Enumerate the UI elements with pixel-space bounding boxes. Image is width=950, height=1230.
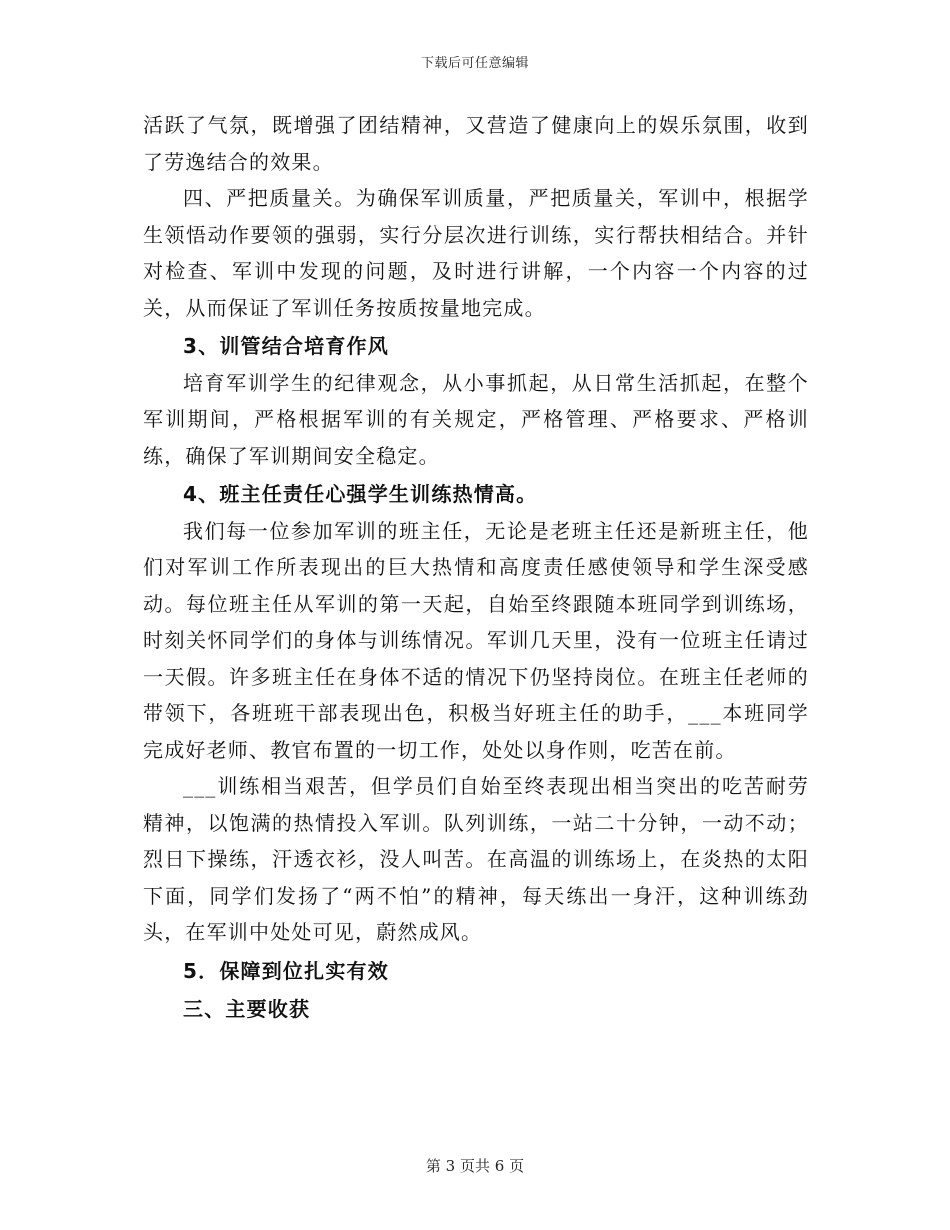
heading-head-teachers: 4、班主任责任心强学生训练热情高。 (183, 482, 538, 506)
document-body (143, 107, 809, 1028)
page-header: 下载后可任意编辑 (420, 56, 529, 71)
paragraph-discipline: 培育军训学生的纪律观念，从小事抓起，从日常生活抓起，在整个军训期间，严格根据军训的有关规定，严格管理、严格要求、严格训练，确保了军训期间安全稳定。 (143, 370, 809, 468)
heading-main-gains: 三、主要收获 (183, 997, 311, 1021)
paragraph-continuation: 活跃了气氛，既增强了团结精神，又营造了健康向上的娱乐氛围，收到了劳逸结合的效果。 (143, 113, 809, 174)
heading-training-management: 3、训管结合培育作风 (183, 334, 389, 358)
page-footer: 第 3 页共 6 页 (425, 1157, 525, 1175)
heading-support: 5．保障到位扎实有效 (183, 958, 389, 983)
paragraph-hard-training: ___训练相当艰苦，但学员们自始至终表现出相当突出的吃苦耐劳精神，以饱满的热情投入军训。队列训练，一站二十分钟，一动不动；烈日下操练，汗透衣衫，没人叫苦。在高温的训练场上，在炎热的太阳下面，同学们发扬了“两不怕”的精神，每天练出一身汗，这种训练劲头，在军训中处处可见，蔚然成风。 (143, 774, 809, 944)
paragraph-quality-control: 四、严把质量关。为确保军训质量，严把质量关，军训中，根据学生领悟动作要领的强弱，实行分层次进行训练，实行帮扶相结合。并针对检查、军训中发现的问题，及时进行讲解，一个内容一个内容的过关，从而保证了军训任务按质按量地完成。 (143, 186, 809, 320)
paragraph-head-teachers: 我们每一位参加军训的班主任，无论是老班主任还是新班主任，他们对军训工作所表现出的巨大热情和高度责任感使领导和学生深受感动。每位班主任从军训的第一天起，自始至终跟随本班同学到训练场，时刻关怀同学们的身体与训练情况。军训几天里，没有一位班主任请过一天假。许多班主任在身体不适的情况下仍坚持岗位。在班主任老师的带领下，各班班干部表现出色，积极当好班主任的助手，___本班同学完成好老师、教官布置的一切工作，处处以身作则，吃苦在前。 (143, 518, 809, 762)
